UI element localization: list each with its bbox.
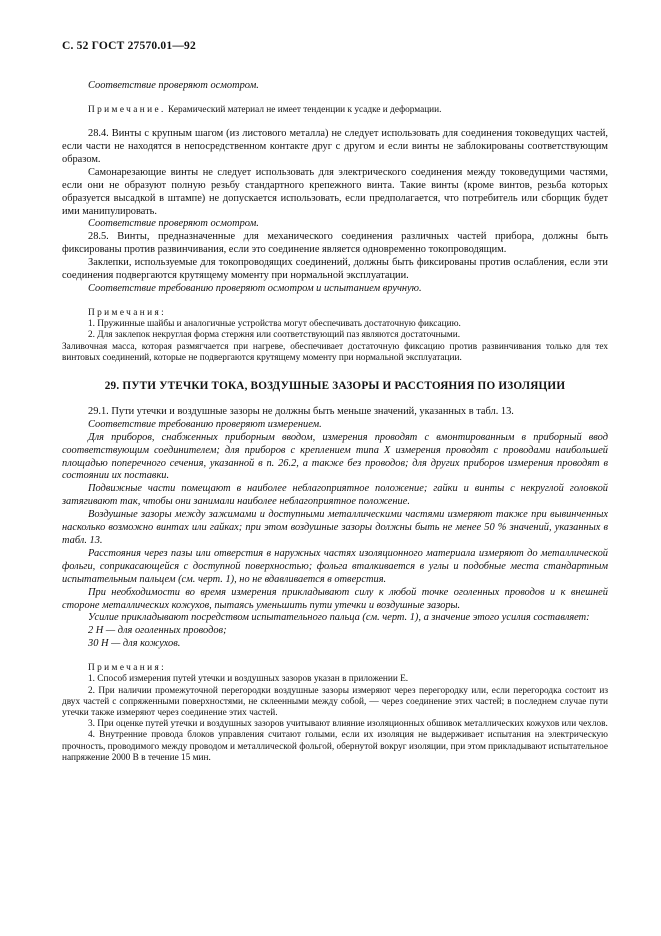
page-header: С. 52 ГОСТ 27570.01—92 bbox=[62, 40, 196, 52]
notes-label: Примечания: bbox=[88, 307, 167, 318]
check-text: Соответствие требованию проверяют измерением. bbox=[88, 418, 322, 430]
note-item: 2. Для заклепок некруглая форма стержня или соответствующий паз являются достаточными. bbox=[88, 330, 461, 341]
force-item: 2 Н — для оголенных проводов; bbox=[88, 625, 227, 637]
note-item: Заливочная масса, которая размягчается при нагреве, обеспечивает достаточную фиксацию против развинчивания только для тех винтовых соединений, которые не подвергаются крутящему моменту при нормальной эксплуатации. bbox=[62, 341, 608, 363]
notes-label: Примечания: bbox=[88, 663, 167, 674]
check-text: Соответствие проверяют осмотром. bbox=[88, 218, 259, 230]
note-item: 3. При оценке путей утечки и воздушных зазоров учитывают влияние изоляционных обшивок металлических кожухов или чехлов. bbox=[88, 719, 608, 730]
note-item: 1. Способ измерения путей утечки и воздушных зазоров указан в приложении Е. bbox=[88, 674, 409, 685]
note-text: Керамический материал не имеет тенденции к усадке и деформации. bbox=[165, 104, 442, 115]
clause-28-5: 28.5. Винты, предназначенные для механического соединения различных частей прибора, должны быть фиксированы против развинчивания, если это соединение является одновременно токопроводящим. bbox=[62, 231, 608, 256]
italic-paragraph: Воздушные зазоры между зажимами и доступными металлическими частями измеряют также при вывинченных насколько возможно винтах или гайках; при этом воздушные зазоры должны быть не менее 50 % значений, указанных в табл. 13. bbox=[62, 509, 608, 546]
check-text: Соответствие проверяют осмотром. bbox=[88, 80, 259, 91]
note-item: 2. При наличии промежуточной перегородки воздушные зазоры измеряют через перегородку или, если перегородка состоит из двух частей с сопряженными поверхностями, не склеенными между собой, — через соединение этих частей; в последнем случае пути утечки также измеряют через соединение этих частей. bbox=[62, 685, 608, 718]
note-label: Примечание. bbox=[88, 104, 166, 115]
italic-paragraph: Расстояния через пазы или отверстия в наружных частях изоляционного материала измеряют до металлической фольги, соприкасающейся с доступной поверхностью; фольга вталкивается в углы и подобные места стандартным испытательным пальцем (см. черт. 1), но не вдавливается в отверстия. bbox=[62, 547, 608, 585]
clause-28-4: 28.4. Винты с крупным шагом (из листового металла) не следует использовать для соединения токоведущих частей, если части не находятся в непосредственном контакте друг с другом и если винты не заблокированы соответствующим образом. bbox=[62, 128, 608, 165]
italic-paragraph: Для приборов, снабженных приборным вводом, измерения проводят с вмонтированным в приборный ввод соответствующим соединителем; для приборов с креплением типа X измерения проводят с проводами наибольшей площадью поперечного сечения, указанной в п. 26.2, а также без проводов; для других приборов измерения проводят в состоянии их поставки. bbox=[62, 431, 608, 482]
paragraph: Самонарезающие винты не следует использовать для электрического соединения между токоведущими частями, если они не образуют полную резьбу стандартного крепежного винта. Такие винты (кроме винтов, резьба которых образуется высадкой в штампе) не допускается использовать, если предполагается, что потребитель или сборщик будет ими манипулировать. bbox=[62, 166, 608, 217]
italic-paragraph: Усилие прикладывают посредством испытательного пальца (см. черт. 1), а значение этого усилия составляет: bbox=[88, 612, 590, 624]
force-item: 30 Н — для кожухов. bbox=[88, 638, 181, 650]
italic-paragraph: Подвижные части помещают в наиболее неблагоприятное положение; гайки и винты с некруглой головкой затягивают так, чтобы они занимали наиболее неблагоприятное положение. bbox=[62, 483, 608, 508]
italic-paragraph: При необходимости во время измерения прикладывают силу к любой точке оголенных проводов и к внешней стороне металлических кожухов, пытаясь уменьшить пути утечки и воздушные зазоры. bbox=[62, 586, 608, 611]
note-item: 4. Внутренние провода блоков управления считают голыми, если их изоляция не выдерживает испытания на электрическую прочность, проводимого между проводом и металлической фольгой, обернутой вокруг изоляции, при этом прикладывают испытательное напряжение 2000 В в течение 15 мин. bbox=[62, 730, 608, 763]
note-item: 1. Пружинные шайбы и аналогичные устройства могут обеспечивать достаточную фиксацию. bbox=[88, 319, 461, 330]
clause-29-1: 29.1. Пути утечки и воздушные зазоры не должны быть меньше значений, указанных в табл. 13. bbox=[88, 405, 514, 417]
section-title: 29. ПУТИ УТЕЧКИ ТОКА, ВОЗДУШНЫЕ ЗАЗОРЫ И РАССТОЯНИЯ ПО ИЗОЛЯЦИИ bbox=[104, 379, 566, 392]
note bbox=[62, 105, 608, 116]
paragraph: Заклепки, используемые для токопроводящих соединений, должны быть фиксированы против ослабления, если эти соединения подвергаются крутящему моменту при нормальной эксплуатации. bbox=[62, 257, 608, 282]
check-text: Соответствие требованию проверяют осмотром и испытанием вручную. bbox=[88, 282, 422, 294]
document-page bbox=[62, 40, 608, 764]
